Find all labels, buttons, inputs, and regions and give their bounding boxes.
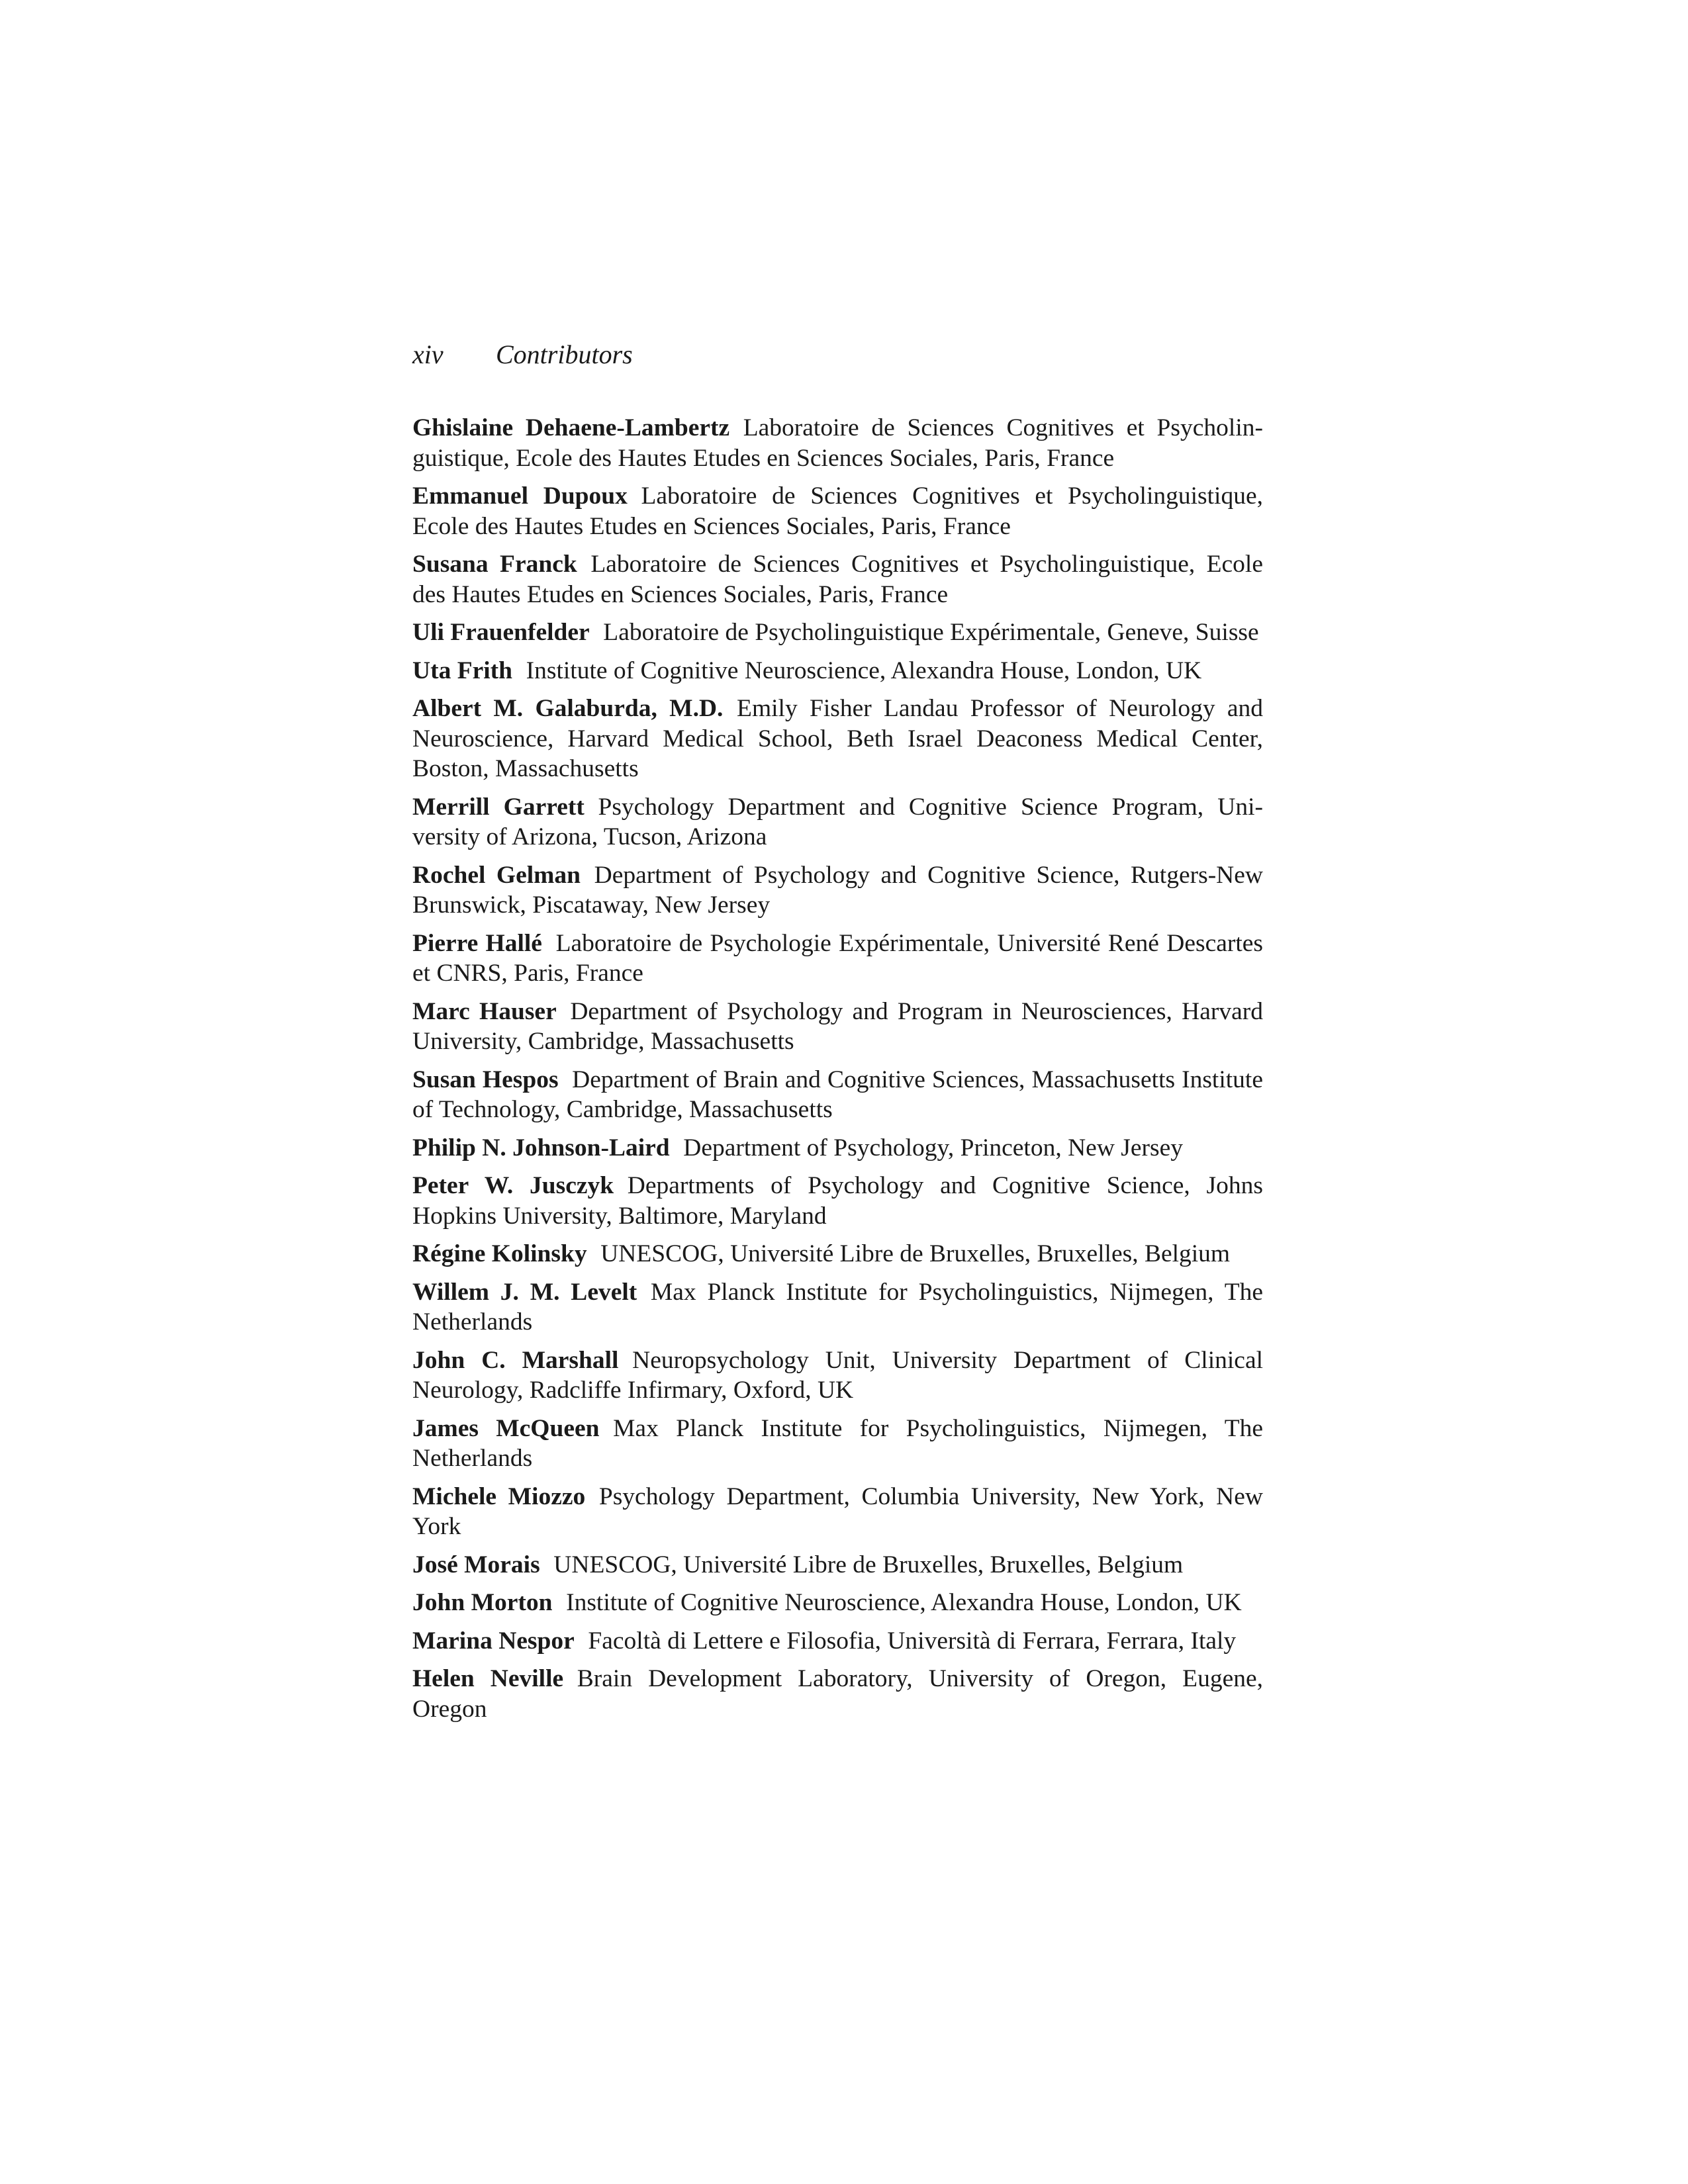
contributor-name: John C. Marshall xyxy=(412,1346,619,1374)
contributor-entry xyxy=(412,481,1263,541)
contributor-affiliation: Department of Psychology and Program in Neurosciences, Harvard University, Cambridge, Massachusetts xyxy=(412,997,1263,1055)
contributor-affiliation: Facoltà di Lettere e Filosofia, Università di Ferrara, Ferrara, Italy xyxy=(588,1627,1237,1655)
contributor-name: Marina Nespor xyxy=(412,1627,575,1655)
contributor-name: Peter W. Jusczyk xyxy=(412,1172,614,1199)
contributor-name: Susana Franck xyxy=(412,551,577,578)
contributor-name: Philip N. Johnson-Laird xyxy=(412,1134,670,1161)
contributor-name: James McQueen xyxy=(412,1414,600,1442)
contributor-entry xyxy=(412,1550,1263,1580)
contributor-affiliation: Neuropsychology Unit, University Department of Clinical Neurology, Radcliffe Infirmary, Oxford, UK xyxy=(412,1346,1264,1404)
contributor-entry xyxy=(412,1171,1263,1231)
contributor-affiliation: Brain Development Laboratory, University of Oregon, Eugene, Oregon xyxy=(412,1665,1263,1723)
contributor-affiliation: Laboratoire de Sciences Cognitives et Psycholinguistique, Ecole des Hautes Etudes en Sciences Sociales, Paris, France xyxy=(412,551,1263,608)
contributor-name: Susan Hespos xyxy=(412,1066,559,1093)
contributor-name: Marc Hauser xyxy=(412,997,557,1025)
contributor-affiliation: Emily Fisher Landau Professor of Neurology and Neuroscience, Harvard Medical School, Beth Israel Deaconess Medical Center, Boston, Massachusetts xyxy=(412,695,1263,782)
section-title: Contributors xyxy=(496,340,633,369)
contributor-affiliation: Department of Brain and Cognitive Sciences, Massachusetts Institute of Technology, Cambridge, Massachusetts xyxy=(412,1066,1263,1123)
contributor-name: Pierre Hallé xyxy=(412,929,542,957)
contributor-affiliation: Laboratoire de Psychologie Expérimentale, Université René Descartes et CNRS, Paris, France xyxy=(412,929,1263,987)
contributor-affiliation: Laboratoire de Sciences Cognitives et Psycholinguistique, Ecole des Hautes Etudes en Sciences Sociales, Paris, France xyxy=(412,414,1263,472)
contributor-name: Willem J. M. Levelt xyxy=(412,1278,637,1306)
contributor-entry xyxy=(412,617,1263,648)
contributor-name: Helen Neville xyxy=(412,1665,564,1692)
contributor-affiliation: Max Planck Institute for Psycholinguistics, Nijmegen, The Netherlands xyxy=(412,1278,1263,1336)
contributor-affiliation: Institute of Cognitive Neuroscience, Alexandra House, London, UK xyxy=(526,657,1202,684)
contributor-entry xyxy=(412,792,1263,852)
contributors-list xyxy=(412,413,1263,1732)
contributor-name: Albert M. Galaburda, M.D. xyxy=(412,695,724,722)
contributor-name: Régine Kolinsky xyxy=(412,1240,587,1267)
contributor-name: Merrill Garrett xyxy=(412,793,585,821)
contributor-entry xyxy=(412,929,1263,989)
contributor-affiliation: Departments of Psychology and Cognitive Science, Johns Hopkins University, Baltimore, Maryland xyxy=(412,1172,1263,1230)
running-head xyxy=(412,339,633,371)
contributor-name: Ghislaine Dehaene-Lambertz xyxy=(412,414,730,441)
contributor-entry xyxy=(412,549,1263,610)
contributor-name: Uta Frith xyxy=(412,657,513,684)
contributor-entry xyxy=(412,1065,1263,1125)
page-number: xiv xyxy=(412,340,444,369)
contributor-entry xyxy=(412,1588,1263,1618)
contributor-entry xyxy=(412,1626,1263,1657)
contributor-affiliation: Laboratoire de Sciences Cognitives et Psycholinguistique, Ecole des Hautes Etudes en Sciences Sociales, Paris, France xyxy=(412,482,1263,540)
contributor-affiliation: Laboratoire de Psycholinguistique Expérimentale, Geneve, Suisse xyxy=(603,619,1259,646)
contributor-affiliation: UNESCOG, Université Libre de Bruxelles, Bruxelles, Belgium xyxy=(600,1240,1231,1267)
contributor-name: Rochel Gelman xyxy=(412,861,581,889)
contributor-entry xyxy=(412,1482,1263,1542)
contributor-entry xyxy=(412,1277,1263,1338)
contributor-entry xyxy=(412,860,1263,921)
contributor-entry xyxy=(412,1133,1263,1163)
contributor-affiliation: Department of Psychology and Cognitive Science, Rutgers-New Brunswick, Piscataway, New Jersey xyxy=(412,861,1263,919)
contributor-entry xyxy=(412,413,1263,473)
contributor-name: Michele Miozzo xyxy=(412,1482,586,1510)
contributor-affiliation: Max Planck Institute for Psycholinguistics, Nijmegen, The Netherlands xyxy=(412,1414,1263,1472)
contributor-entry xyxy=(412,1664,1263,1724)
contributor-entry xyxy=(412,1239,1263,1269)
contributor-affiliation: UNESCOG, Université Libre de Bruxelles, Bruxelles, Belgium xyxy=(553,1551,1184,1578)
contributor-affiliation: Department of Psychology, Princeton, New Jersey xyxy=(683,1134,1183,1161)
contributor-name: José Morais xyxy=(412,1551,540,1578)
contributor-name: Emmanuel Dupoux xyxy=(412,482,628,510)
contributor-entry xyxy=(412,997,1263,1057)
contributor-name: John Morton xyxy=(412,1589,553,1616)
contributor-affiliation: Psychology Department, Columbia University, New York, New York xyxy=(412,1482,1263,1540)
contributor-name: Uli Frauenfelder xyxy=(412,619,590,646)
contributor-entry xyxy=(412,1414,1263,1474)
contributor-entry xyxy=(412,1345,1263,1406)
contributor-entry xyxy=(412,694,1263,784)
contributor-affiliation: Institute of Cognitive Neuroscience, Alexandra House, London, UK xyxy=(566,1589,1242,1616)
contributor-affiliation: Psychology Department and Cognitive Science Program, University of Arizona, Tucson, Arizona xyxy=(412,793,1264,850)
contributor-entry xyxy=(412,656,1263,686)
